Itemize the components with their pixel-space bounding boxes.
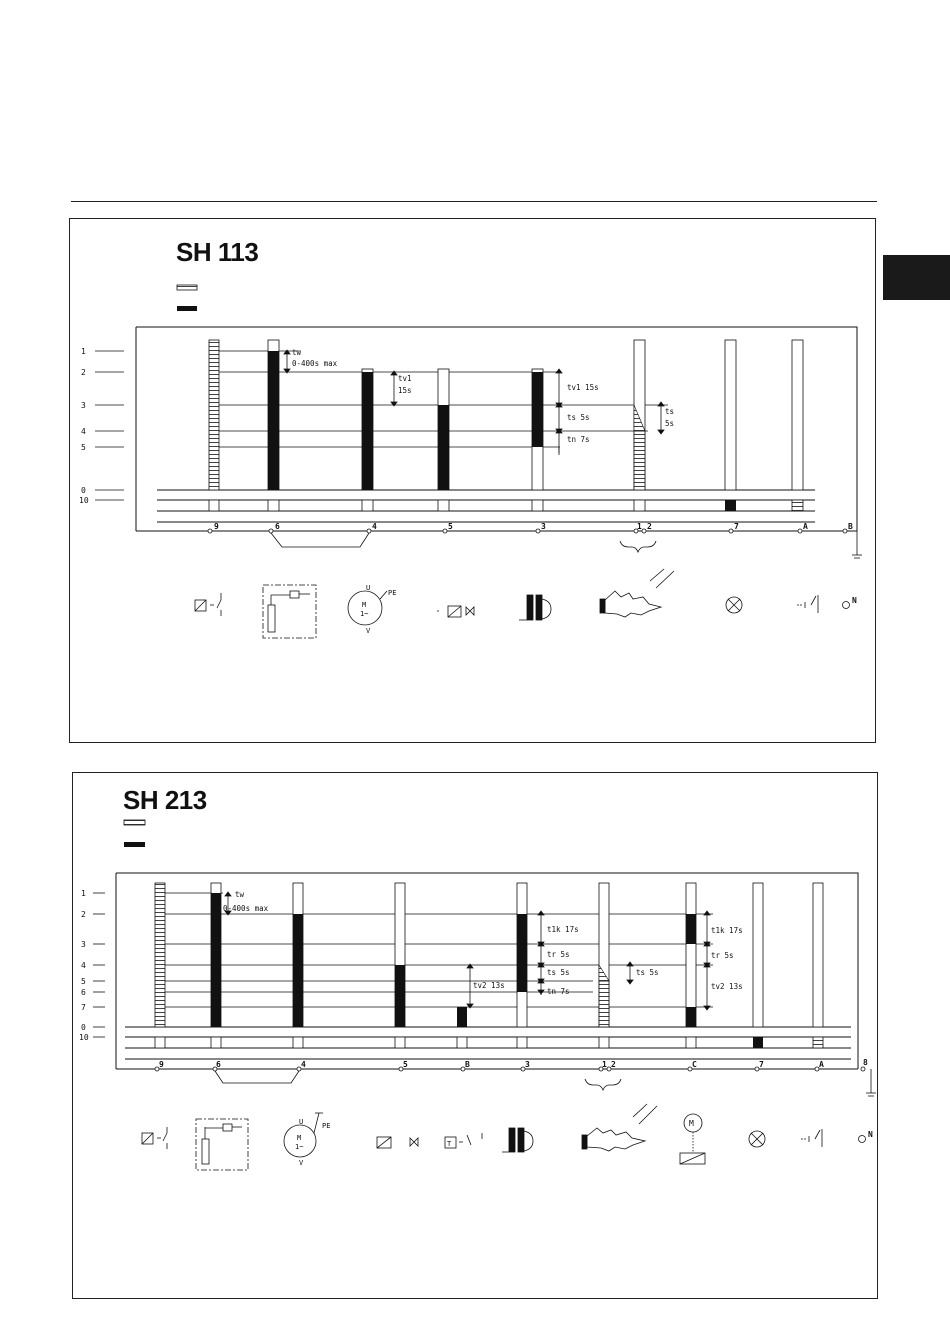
phase-label: 7	[81, 1003, 86, 1012]
brace-connector	[620, 541, 656, 552]
timing-label: tr 5s	[547, 950, 570, 959]
switch-icon	[797, 595, 818, 613]
terminal-label: 9	[159, 1060, 164, 1069]
terminal-label: 9	[214, 522, 219, 531]
phase-label: 0	[81, 486, 86, 495]
phase-label: 5	[81, 977, 86, 986]
neutral-label: N	[852, 596, 857, 605]
control-box-icon	[263, 585, 316, 638]
phase-label: 2	[81, 910, 86, 919]
phase-label: 3	[81, 940, 86, 949]
timing-label: t1k 17s	[547, 925, 579, 934]
terminal-label: 8	[863, 1058, 868, 1067]
terminal-label: B	[465, 1060, 470, 1069]
column-thermal-switch	[457, 1007, 467, 1027]
timing-label: t1k 17s	[711, 926, 743, 935]
switch-icon	[801, 1129, 822, 1147]
control-box-icon	[196, 1119, 248, 1170]
motor-icon	[284, 1113, 330, 1167]
phase-label: 6	[81, 988, 86, 997]
phase-label: 10	[79, 1033, 89, 1042]
terminal-label: 4	[372, 522, 377, 531]
timing-label: tr 5s	[711, 951, 734, 960]
terminal-label: 3	[541, 522, 546, 531]
terminal-label: C	[692, 1060, 697, 1069]
terminal-label: A	[819, 1060, 824, 1069]
timing-label: ts	[665, 407, 675, 416]
terminal-label: 7	[734, 522, 739, 531]
flame-icon	[600, 569, 674, 617]
terminal-label: 1	[602, 1060, 607, 1069]
phase-label: 10	[79, 496, 89, 505]
column-servo	[686, 883, 696, 1027]
transformer-icon	[519, 595, 551, 620]
flame-icon	[582, 1104, 657, 1151]
lamp-icon	[726, 597, 742, 613]
motor-icon	[348, 584, 396, 635]
timing-label: 0-400s max	[292, 359, 338, 368]
column-lamp	[753, 883, 763, 1027]
pe-label: PE	[388, 589, 397, 597]
legend-solid	[177, 306, 197, 311]
solenoid-valve-icon	[437, 606, 474, 617]
phase-label: 1	[81, 889, 86, 898]
terminal-label: 2	[647, 522, 652, 531]
timing-label: tw	[292, 348, 302, 357]
diagram-panel-sh113	[69, 218, 876, 743]
servo-label: M	[689, 1119, 694, 1128]
legend-hatched	[177, 285, 197, 290]
column-lamp	[725, 340, 736, 490]
thermostat-icon	[195, 593, 221, 616]
diagram-title: SH 113	[176, 237, 259, 267]
brace-connector	[585, 1079, 621, 1090]
terminal-label: 6	[275, 522, 280, 531]
thermostat-icon	[142, 1127, 167, 1149]
column-thermostat	[209, 340, 219, 490]
terminal-label: 5	[403, 1060, 408, 1069]
phase-label: 4	[81, 961, 86, 970]
transformer-icon	[502, 1128, 533, 1152]
lamp-icon	[749, 1131, 765, 1147]
diagram-title: SH 213	[123, 785, 207, 815]
neutral-icon	[843, 596, 858, 609]
phase-label: 1	[81, 347, 86, 356]
timing-label: tv2 13s	[711, 982, 743, 991]
phase-label: 5	[81, 443, 86, 452]
terminal-label: 4	[301, 1060, 306, 1069]
motor-label: U	[299, 1118, 304, 1126]
timing-label: tv2 13s	[473, 981, 505, 990]
motor-label: V	[299, 1159, 304, 1167]
timing-label: ts 5s	[547, 968, 570, 977]
motor-label: M	[297, 1134, 302, 1142]
bridge-connector	[271, 533, 369, 547]
legend-hatched	[124, 820, 145, 825]
phase-label: 2	[81, 368, 86, 377]
timing-diagram-sh113	[70, 219, 875, 742]
terminal-label: 2	[611, 1060, 616, 1069]
terminal-label: 5	[448, 522, 453, 531]
timing-label: tv1 15s	[567, 383, 599, 392]
pe-label: PE	[322, 1122, 331, 1130]
header-rule	[71, 201, 877, 202]
motor-label: U	[366, 584, 371, 592]
timing-label: ts 5s	[636, 968, 659, 977]
phase-label: 3	[81, 401, 86, 410]
timing-label: tv1	[398, 374, 412, 383]
timing-label: 0-400s max	[223, 904, 269, 913]
bridge-connector	[215, 1071, 299, 1083]
chapter-tab	[883, 255, 950, 300]
thermal-label: T	[447, 1140, 452, 1148]
solenoid-valve-icon	[377, 1137, 418, 1148]
timing-label: tw	[235, 890, 245, 899]
timing-label: 15s	[398, 386, 412, 395]
motor-label: V	[366, 627, 371, 635]
timing-label: tn 7s	[567, 435, 590, 444]
terminal-label: B	[848, 522, 853, 531]
terminal-label: 7	[759, 1060, 764, 1069]
timing-label: tn 7s	[547, 987, 570, 996]
diagram-panel-sh213	[72, 772, 878, 1299]
motor-label: 1~	[360, 610, 369, 618]
legend-solid	[124, 842, 145, 847]
phase-label: 0	[81, 1023, 86, 1032]
phase-label: 4	[81, 427, 86, 436]
timing-label: 5s	[665, 419, 675, 428]
terminal-label: 1	[637, 522, 642, 531]
column-switch	[813, 883, 823, 1027]
timing-diagram-sh213	[73, 773, 877, 1298]
terminal-label: 6	[216, 1060, 221, 1069]
thermal-switch-icon	[445, 1133, 482, 1148]
terminal-label: A	[803, 522, 808, 531]
neutral-label: N	[868, 1130, 873, 1139]
motor-label: M	[362, 601, 367, 609]
servo-motor-icon	[680, 1114, 705, 1164]
motor-label: 1~	[295, 1143, 304, 1151]
timing-label: ts 5s	[567, 413, 590, 422]
column-switch	[792, 340, 803, 490]
column-thermostat	[155, 883, 165, 1027]
terminal-label: 3	[525, 1060, 530, 1069]
neutral-icon	[859, 1130, 874, 1143]
